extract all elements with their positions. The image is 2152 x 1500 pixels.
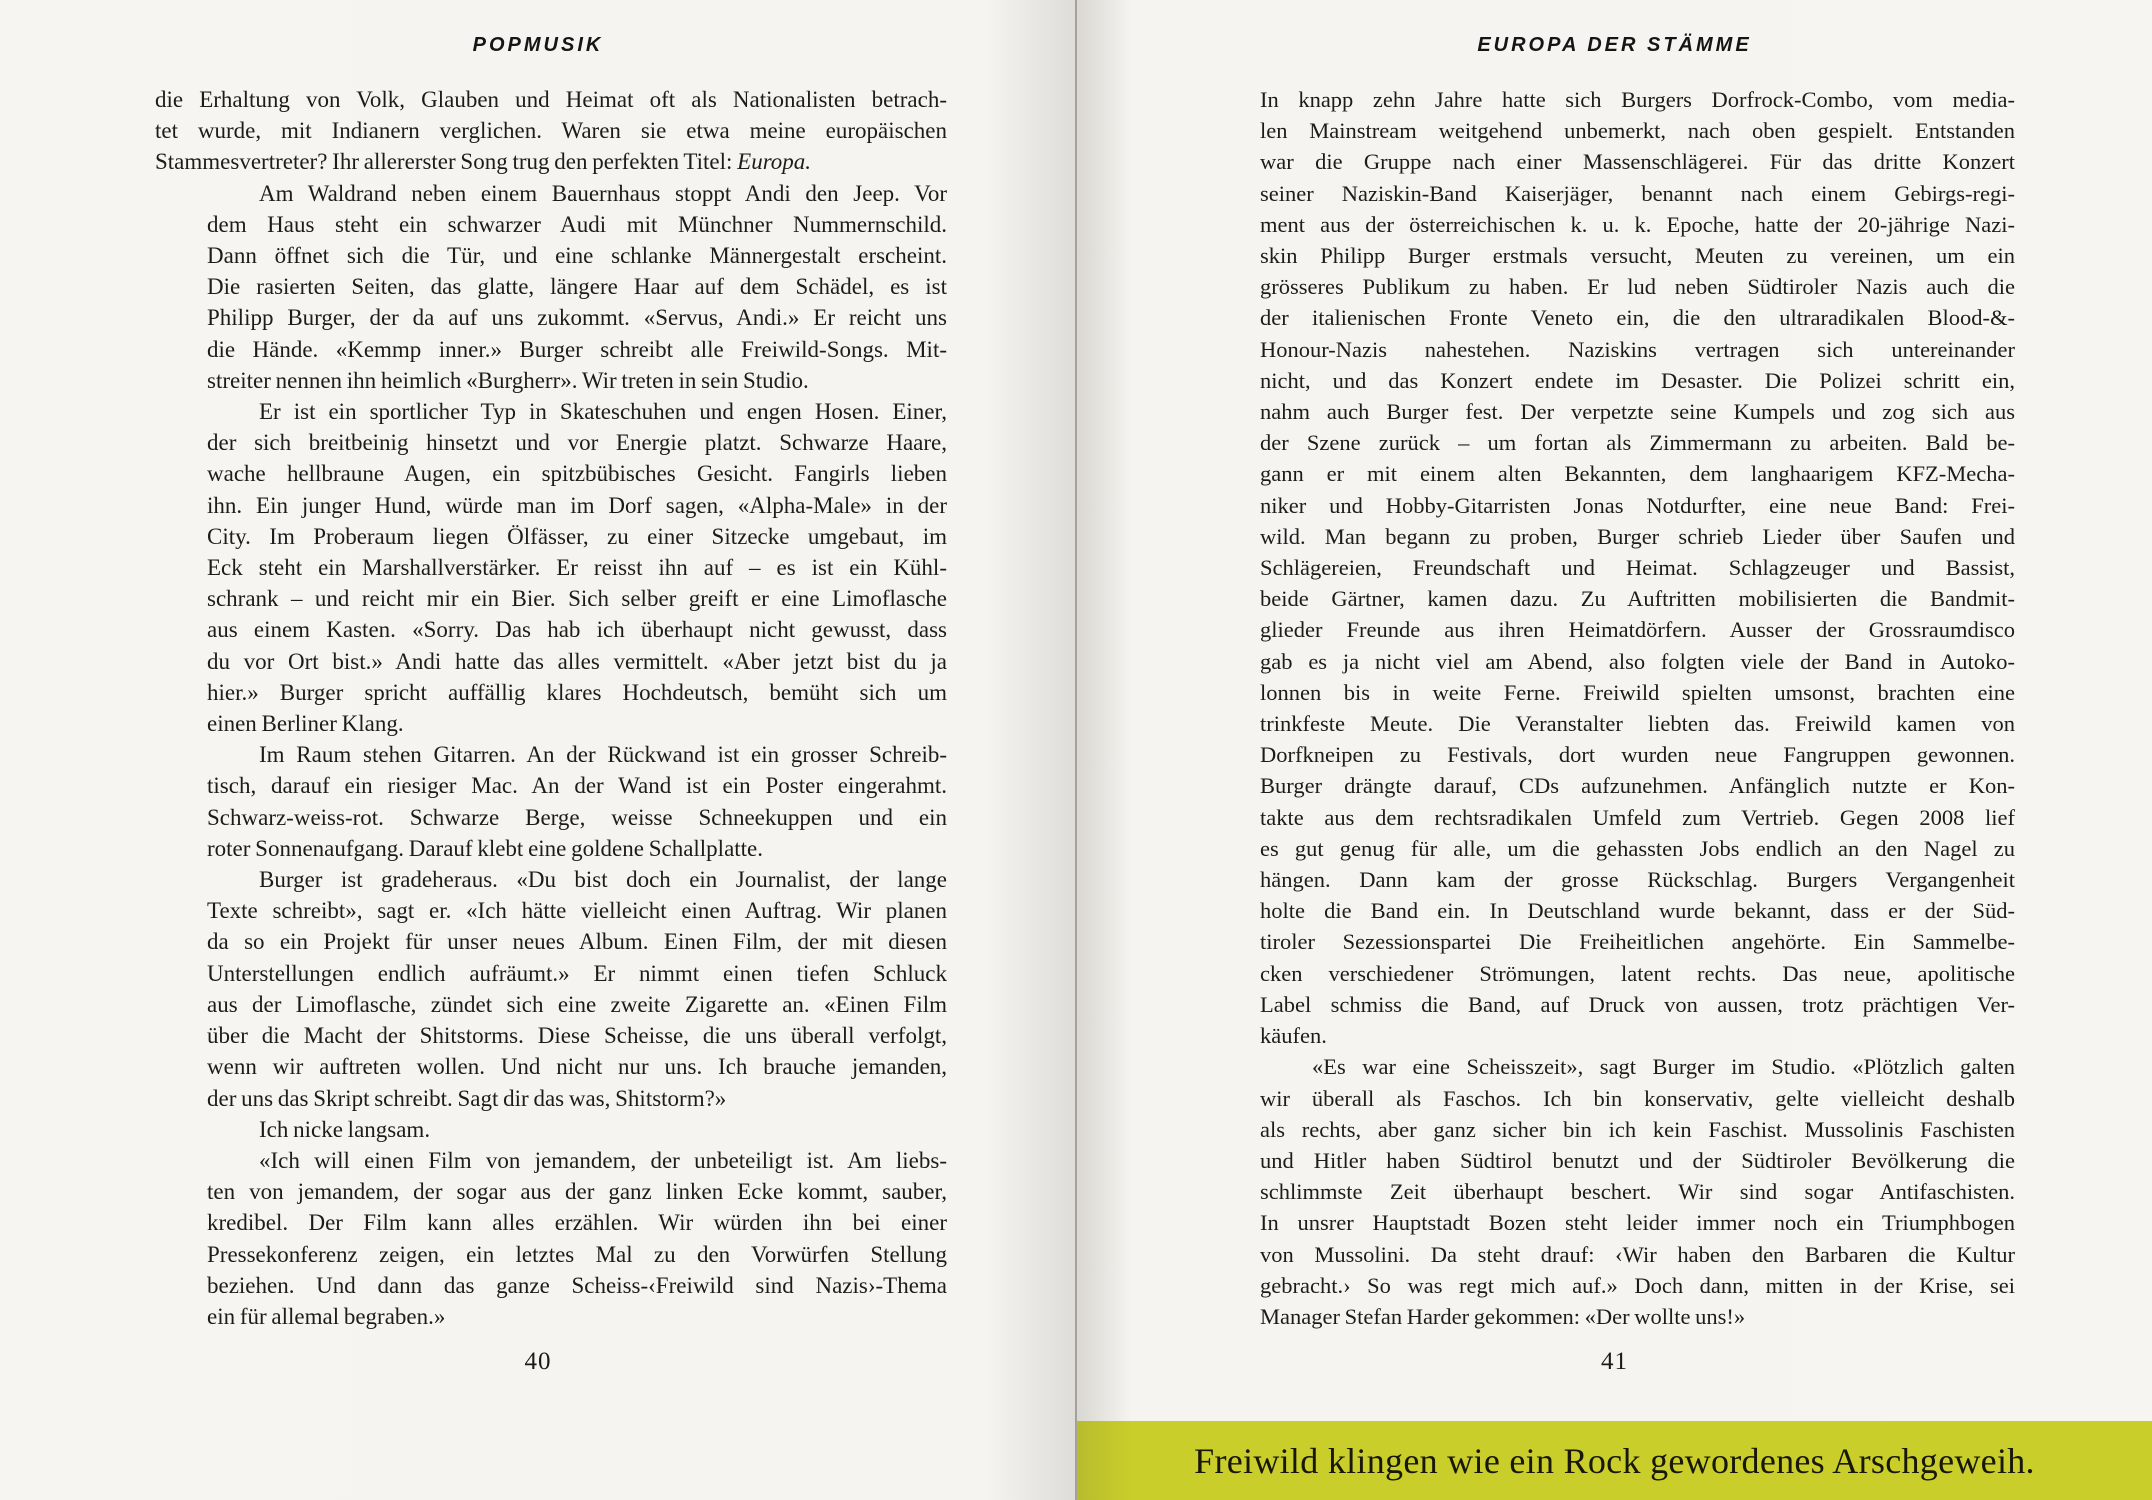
text-line: gann er mit einem alten Bekannten, dem langhaarigem KFZ-Mecha- [1260,461,2015,487]
text-line: takte aus dem rechtsradikalen Umfeld zum Vertrieb. Gegen 2008 lief [1260,804,2015,830]
text-line: da so ein Projekt für unser neues Album. Einen Film, der mit diesen [207,929,947,955]
text-line: roter Sonnenaufgang. Darauf klebt eine goldene Schallplatte. [207,835,764,861]
text-line: Schwarz-weiss-rot. Schwarze Berge, weisse Schneekuppen und ein [207,804,947,830]
text-line: die Hände. «Kemmp inner.» Burger schreibt alle Freiwild-Songs. Mit- [207,336,947,362]
text-line: hier.» Burger spricht auffällig klares Hochdeutsch, bemüht sich um [207,679,947,705]
text-line: Manager Stefan Harder gekommen: «Der wollte uns!» [1260,1303,1746,1329]
pull-quote-banner [1077,1421,2152,1500]
text-line: streiter nennen ihn heimlich «Burgherr». Wir treten in sein Studio. [207,367,809,393]
text-line: niker und Hobby-Gitarristen Jonas Notdurfter, eine neue Band: Frei- [1260,492,2015,518]
text-line: skin Philipp Burger erstmals versucht, Meuten zu vereinen, um ein [1260,243,2015,269]
text-line: Stammesvertreter? Ihr allererster Song trug den perfekten Titel: Europa. [155,149,812,175]
text-line: Burger ist gradeheraus. «Du bist doch ein Journalist, der lange [259,867,947,893]
text-line: Die rasierten Seiten, das glatte, längere Haar auf dem Schädel, es ist [207,274,947,300]
text-line: einen Berliner Klang. [207,711,404,737]
text-line: du vor Ort bist.» Andi hatte das alles vermittelt. «Aber jetzt bist du ja [207,648,947,674]
text-line: als rechts, aber ganz sicher bin ich kein Faschist. Mussolinis Faschisten [1260,1116,2015,1142]
text-line: tiroler Sezessionspartei Die Freiheitlichen angehörte. Ein Sammelbe- [1260,929,2015,955]
text-line: Dorfkneipen zu Festivals, dort wurden neue Fangruppen gewonnen. [1260,742,2015,768]
text-line: cken verschiedener Strömungen, latent rechts. Das neue, apolitische [1260,960,2015,986]
text-line: tisch, darauf ein riesiger Mac. An der Wand ist ein Poster eingerahmt. [207,773,947,799]
text-line: beziehen. Und dann das ganze Scheiss-‹Freiwild sind Nazis›-Thema [207,1272,947,1298]
text-line: seiner Naziskin-Band Kaiserjäger, benannt nach einem Gebirgs-regi- [1260,180,2015,206]
text-line: dem Haus steht ein schwarzer Audi mit Münchner Nummernschild. [207,211,947,237]
left-page-running-head: POPMUSIK [472,34,604,56]
text-line: hängen. Dann kam der grosse Rückschlag. Burgers Vergangenheit [1260,867,2015,893]
right-page [1077,0,2152,1500]
text-line: schrank – und reicht mir ein Bier. Sich selber greift er eine Limoflasche [207,586,947,612]
text-line: Schlägereien, Freundschaft und Heimat. Schlagzeuger und Bassist, [1260,555,2015,581]
text-line: aus der Limoflasche, zündet sich eine zweite Zigarette an. «Einen Film [207,991,947,1017]
text-line: der sich breitbeinig hinsetzt und vor Energie platzt. Schwarze Haare, [207,430,947,456]
text-line: wenn wir auftreten wollen. Und nicht nur uns. Ich brauche jemanden, [207,1054,947,1080]
text-line: der italienischen Fronte Veneto ein, die den ultraradikalen Blood-&- [1260,305,2015,331]
text-line: die Erhaltung von Volk, Glauben und Heimat oft als Nationalisten betrach- [155,87,947,112]
text-line: wir überall als Faschos. Ich bin konservativ, gelte vielleicht deshalb [1260,1085,2015,1111]
text-line: Unterstellungen endlich aufräumt.» Er nimmt einen tiefen Schluck [207,960,947,986]
text-line: City. Im Proberaum liegen Ölfässer, zu einer Sitzecke umgebaut, im [207,523,947,549]
text-line: der uns das Skript schreibt. Sagt dir das was, Shitstorm?» [207,1085,727,1111]
right-page-running-head: EUROPA DER STÄMME [1477,34,1752,56]
text-line: ihn. Ein junger Hund, würde man im Dorf sagen, «Alpha-Male» in der [207,492,947,518]
text-line: Philipp Burger, der da auf uns zukommt. «Servus, Andi.» Er reicht uns [207,305,947,331]
text-line: Texte schreibt», sagt er. «Ich hätte vielleicht einen Auftrag. Wir planen [207,898,947,924]
text-line: glieder Freunde aus ihren Heimatdörfern. Ausser der Grossraumdisco [1260,617,2015,643]
text-line: ten von jemandem, der sogar aus der ganz linken Ecke kommt, sauber, [207,1179,947,1205]
text-line: es gut genug für alle, um die gehassten Jobs endlich an den Nagel zu [1260,835,2015,861]
text-line: wild. Man begann zu proben, Burger schrieb Lieder über Saufen und [1260,523,2015,549]
text-line: holte die Band ein. In Deutschland wurde bekannt, dass er der Süd- [1260,898,2015,924]
pull-quote-text: Freiwild klingen wie ein Rock gewordenes Arschgeweih. [1194,1440,2035,1481]
text-line: Label schmiss die Band, auf Druck von aussen, trotz prächtigen Ver- [1260,991,2015,1017]
text-line: aus einem Kasten. «Sorry. Das hab ich überhaupt nicht gewusst, dass [207,617,947,643]
text-line: Am Waldrand neben einem Bauernhaus stoppt Andi den Jeep. Vor [259,180,947,206]
text-line: der Szene zurück – um fortan als Zimmermann zu arbeiten. Bald be- [1260,430,2015,456]
text-line: Ich nicke langsam. [259,1116,431,1142]
text-line: In knapp zehn Jahre hatte sich Burgers Dorfrock-Combo, vom media- [1260,87,2015,112]
text-line: Honour-Nazis nahestehen. Naziskins vertragen sich untereinander [1260,336,2015,362]
text-line: «Es war eine Scheisszeit», sagt Burger im Studio. «Plötzlich galten [1312,1054,2015,1080]
text-line: war die Gruppe nach einer Massenschlägerei. Für das dritte Konzert [1260,149,2015,175]
text-line: beide Gärtner, kamen dazu. Zu Auftritten mobilisierten die Bandmit- [1260,586,2015,612]
text-line: lonnen bis in weite Ferne. Freiwild spielten umsonst, brachten eine [1260,679,2015,705]
text-line: ein für allemal begraben.» [207,1303,446,1329]
text-line: nahm auch Burger fest. Der verpetzte seine Kumpels und zog sich aus [1260,399,2015,425]
text-line: Er ist ein sportlicher Typ in Skateschuhen und engen Hosen. Einer, [259,399,947,425]
text-line: käufen. [1260,1023,1327,1049]
text-line: «Ich will einen Film von jemandem, der unbeteiligt ist. Am liebs- [259,1147,947,1173]
text-line: Im Raum stehen Gitarren. An der Rückwand ist ein grosser Schreib- [259,742,947,768]
right-page-number: 41 [1601,1348,1628,1375]
text-line: über die Macht der Shitstorms. Diese Scheisse, die uns überall verfolgt, [207,1023,947,1049]
text-line: wache hellbraune Augen, ein spitzbübisches Gesicht. Fangirls lieben [207,461,947,487]
text-line: len Mainstream weitgehend unbemerkt, nach oben gespielt. Entstanden [1260,118,2015,144]
text-line: Pressekonferenz zeigen, ein letztes Mal zu den Vorwürfen Stellung [207,1241,947,1267]
text-line: Dann öffnet sich die Tür, und eine schlanke Männergestalt erscheint. [207,243,947,269]
text-line: von Mussolini. Da steht drauf: ‹Wir haben den Barbaren die Kultur [1260,1241,2015,1267]
text-line: Burger drängte darauf, CDs aufzunehmen. Anfänglich nutzte er Kon- [1260,773,2015,799]
text-line: nicht, und das Konzert endete im Desaster. Die Polizei schritt ein, [1260,367,2015,393]
text-line: Eck steht ein Marshallverstärker. Er reisst ihn auf – es ist ein Kühl- [207,555,947,581]
text-line: und Hitler haben Südtirol benutzt und der Südtiroler Bevölkerung die [1260,1147,2015,1173]
text-line: schlimmste Zeit überhaupt beschert. Wir sind sogar Antifaschisten. [1260,1179,2015,1205]
right-page-text-column [1260,84,2015,1332]
text-line: kredibel. Der Film kann alles erzählen. Wir würden ihn bei einer [207,1210,947,1236]
text-line: ment aus der österreichischen k. u. k. Epoche, hatte der 20-jährige Nazi- [1260,211,2015,237]
text-line: gebracht.› So was regt mich auf.» Doch dann, mitten in der Krise, sei [1260,1272,2015,1298]
text-line: In unsrer Hauptstadt Bozen steht leider immer noch ein Triumphbogen [1260,1210,2015,1236]
text-line: grösseres Publikum zu haben. Er lud neben Südtiroler Nazis auch die [1260,274,2015,300]
text-line: tet wurde, mit Indianern verglichen. Waren sie etwa meine europäischen [155,118,947,144]
text-line: gab es ja nicht viel am Abend, also folgten viele der Band in Autoko- [1260,648,2015,674]
text-line: trinkfeste Meute. Die Veranstalter liebten das. Freiwild kamen von [1260,711,2015,737]
left-page-number: 40 [524,1348,552,1375]
left-page-text-column [155,84,947,1332]
